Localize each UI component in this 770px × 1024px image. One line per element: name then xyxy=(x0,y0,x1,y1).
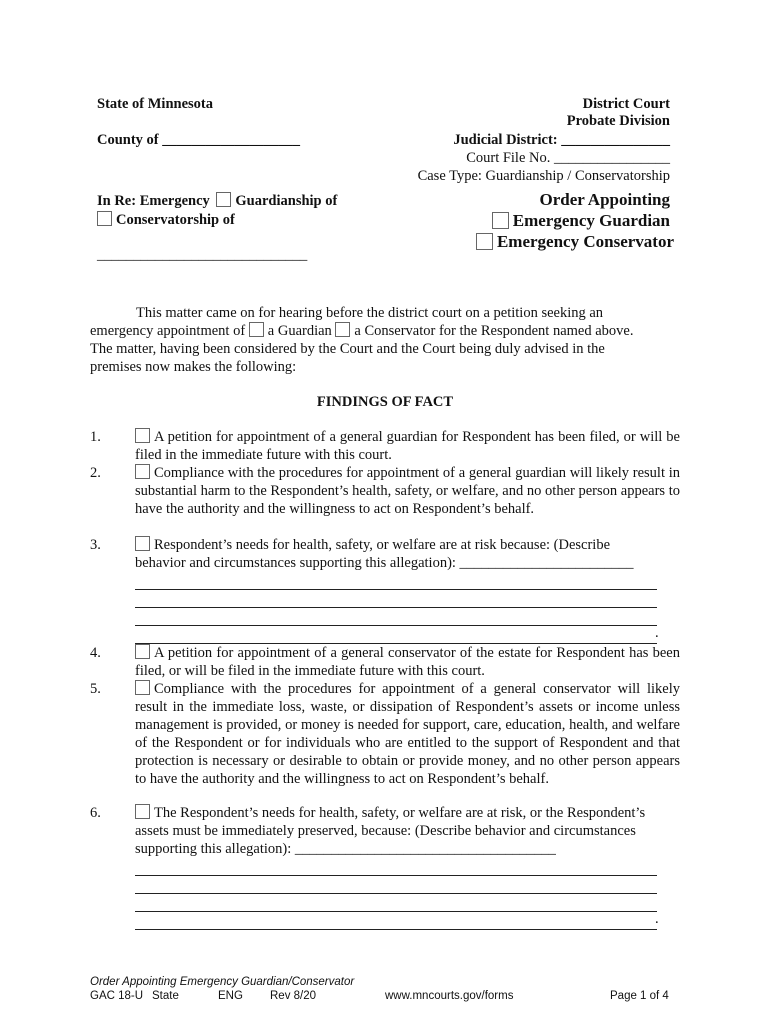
finding-6-blank-line[interactable] xyxy=(135,876,657,894)
finding-3-blank-line[interactable] xyxy=(135,572,657,590)
caption-line-1 xyxy=(97,192,337,210)
footer-page-number: Page 1 of 4 xyxy=(610,990,669,1002)
conservatorship-label: Conservatorship of xyxy=(116,212,235,228)
finding-4-checkbox[interactable] xyxy=(135,644,150,659)
finding-5-text: Compliance with the procedures for appointment of a general conservator will likely result in the immediate loss, waste, or dissipation of Respondent’s assets or income unless management is provided, or money is needed for support, care, education, health, and welfare of the Respondent or for individuals who are entitled to the support of Respondent and that protection is necessary or desirable to obtain or provide money, and no other person appears to have the authority and the willingness to act on Respondent’s behalf. xyxy=(135,681,680,787)
finding-3-period: . xyxy=(655,625,659,641)
division-label: Probate Division xyxy=(566,113,670,129)
court-file-field[interactable]: Court File No. ________________ xyxy=(466,150,670,166)
in-re-label: In Re: Emergency xyxy=(97,193,210,209)
order-title-line-2 xyxy=(492,210,670,231)
finding-6 xyxy=(90,804,680,930)
finding-number: 5. xyxy=(90,681,101,697)
finding-5 xyxy=(90,680,680,788)
state-label: State of Minnesota xyxy=(97,96,213,112)
intro-paragraph xyxy=(90,304,680,376)
finding-2-text: Compliance with the procedures for appointment of a general guardian will likely result in substantial harm to the Respondent’s health, safety, or welfare, and no other person appears to have the authority and the willingness to act on Respondent’s behalf. xyxy=(135,465,680,517)
footer-language: ENG xyxy=(218,990,243,1002)
finding-number: 2. xyxy=(90,465,101,481)
case-type-label: Case Type: Guardianship / Conservatorship xyxy=(417,168,670,184)
finding-3 xyxy=(90,536,680,644)
intro-line-2 xyxy=(90,322,680,340)
finding-6-blank-line[interactable] xyxy=(135,912,657,930)
footer-state: State xyxy=(152,990,179,1002)
guardian-option-checkbox[interactable] xyxy=(249,322,264,337)
conservator-option-checkbox[interactable] xyxy=(335,322,350,337)
order-title-line-1: Order Appointing xyxy=(539,190,670,209)
findings-heading: FINDINGS OF FACT xyxy=(316,394,454,410)
respondent-name-line[interactable]: _____________________________ xyxy=(97,247,308,263)
county-field[interactable]: County of ___________________ xyxy=(97,132,301,148)
emergency-conservator-label: Emergency Conservator xyxy=(496,232,674,251)
conservatorship-checkbox[interactable] xyxy=(97,211,112,226)
finding-2 xyxy=(90,464,680,518)
footer-title: Order Appointing Emergency Guardian/Conservator xyxy=(90,976,355,988)
finding-3-checkbox[interactable] xyxy=(135,536,150,551)
finding-number: 1. xyxy=(90,429,101,445)
finding-1-text: A petition for appointment of a general guardian for Respondent has been filed, or will be filed in the immediate future with this court. xyxy=(135,429,680,463)
intro-line-1: This matter came on for hearing before the district court on a petition seeking an xyxy=(136,305,604,321)
emergency-conservator-checkbox[interactable] xyxy=(476,233,493,250)
finding-1-checkbox[interactable] xyxy=(135,428,150,443)
guardianship-checkbox[interactable] xyxy=(216,192,231,207)
caption-line-2 xyxy=(97,211,235,229)
judicial-district-field[interactable]: Judicial District: _______________ xyxy=(453,132,670,148)
finding-1 xyxy=(90,428,680,464)
footer-website-link[interactable]: www.mncourts.gov/forms xyxy=(385,990,514,1002)
footer-form-id: GAC 18-U xyxy=(90,990,144,1002)
finding-6-text: The Respondent’s needs for health, safety, or welfare are at risk, or the Respondent’s assets must be immediately preserved, because: (Describe behavior and circumstances supporting this allegation): ____________________________________ xyxy=(135,805,646,857)
conservator-option-label: a Conservator for the Respondent named above. xyxy=(354,323,634,339)
finding-6-blank-line[interactable] xyxy=(135,894,657,912)
finding-number: 3. xyxy=(90,537,101,553)
footer-revision: Rev 8/20 xyxy=(270,990,317,1002)
finding-6-period: . xyxy=(655,911,659,927)
intro-line-3: The matter, having been considered by the Court and the Court being duly advised in the premises now makes the following: xyxy=(90,341,605,375)
finding-6-blank-line[interactable] xyxy=(135,858,657,876)
finding-3-blank-line[interactable] xyxy=(135,590,657,608)
finding-number: 6. xyxy=(90,805,101,821)
order-title-line-3 xyxy=(476,231,674,252)
court-label: District Court xyxy=(582,96,670,112)
intro-text-emergency: emergency appointment of xyxy=(90,323,246,339)
finding-2-checkbox[interactable] xyxy=(135,464,150,479)
guardian-option-label: a Guardian xyxy=(267,323,332,339)
finding-number: 4. xyxy=(90,645,101,661)
finding-3-text: Respondent’s needs for health, safety, or welfare are at risk because: (Describe behavior and circumstances supporting this allegation): ________________________ xyxy=(135,537,634,571)
finding-5-checkbox[interactable] xyxy=(135,680,150,695)
emergency-guardian-label: Emergency Guardian xyxy=(512,211,670,230)
finding-6-checkbox[interactable] xyxy=(135,804,150,819)
guardianship-label: Guardianship of xyxy=(235,193,338,209)
finding-3-blank-line[interactable] xyxy=(135,626,657,644)
finding-3-blank-line[interactable] xyxy=(135,608,657,626)
finding-4 xyxy=(90,644,680,680)
emergency-guardian-checkbox[interactable] xyxy=(492,212,509,229)
finding-4-text: A petition for appointment of a general conservator of the estate for Respondent has been filed, or will be filed in the immediate future with this court. xyxy=(135,645,680,679)
